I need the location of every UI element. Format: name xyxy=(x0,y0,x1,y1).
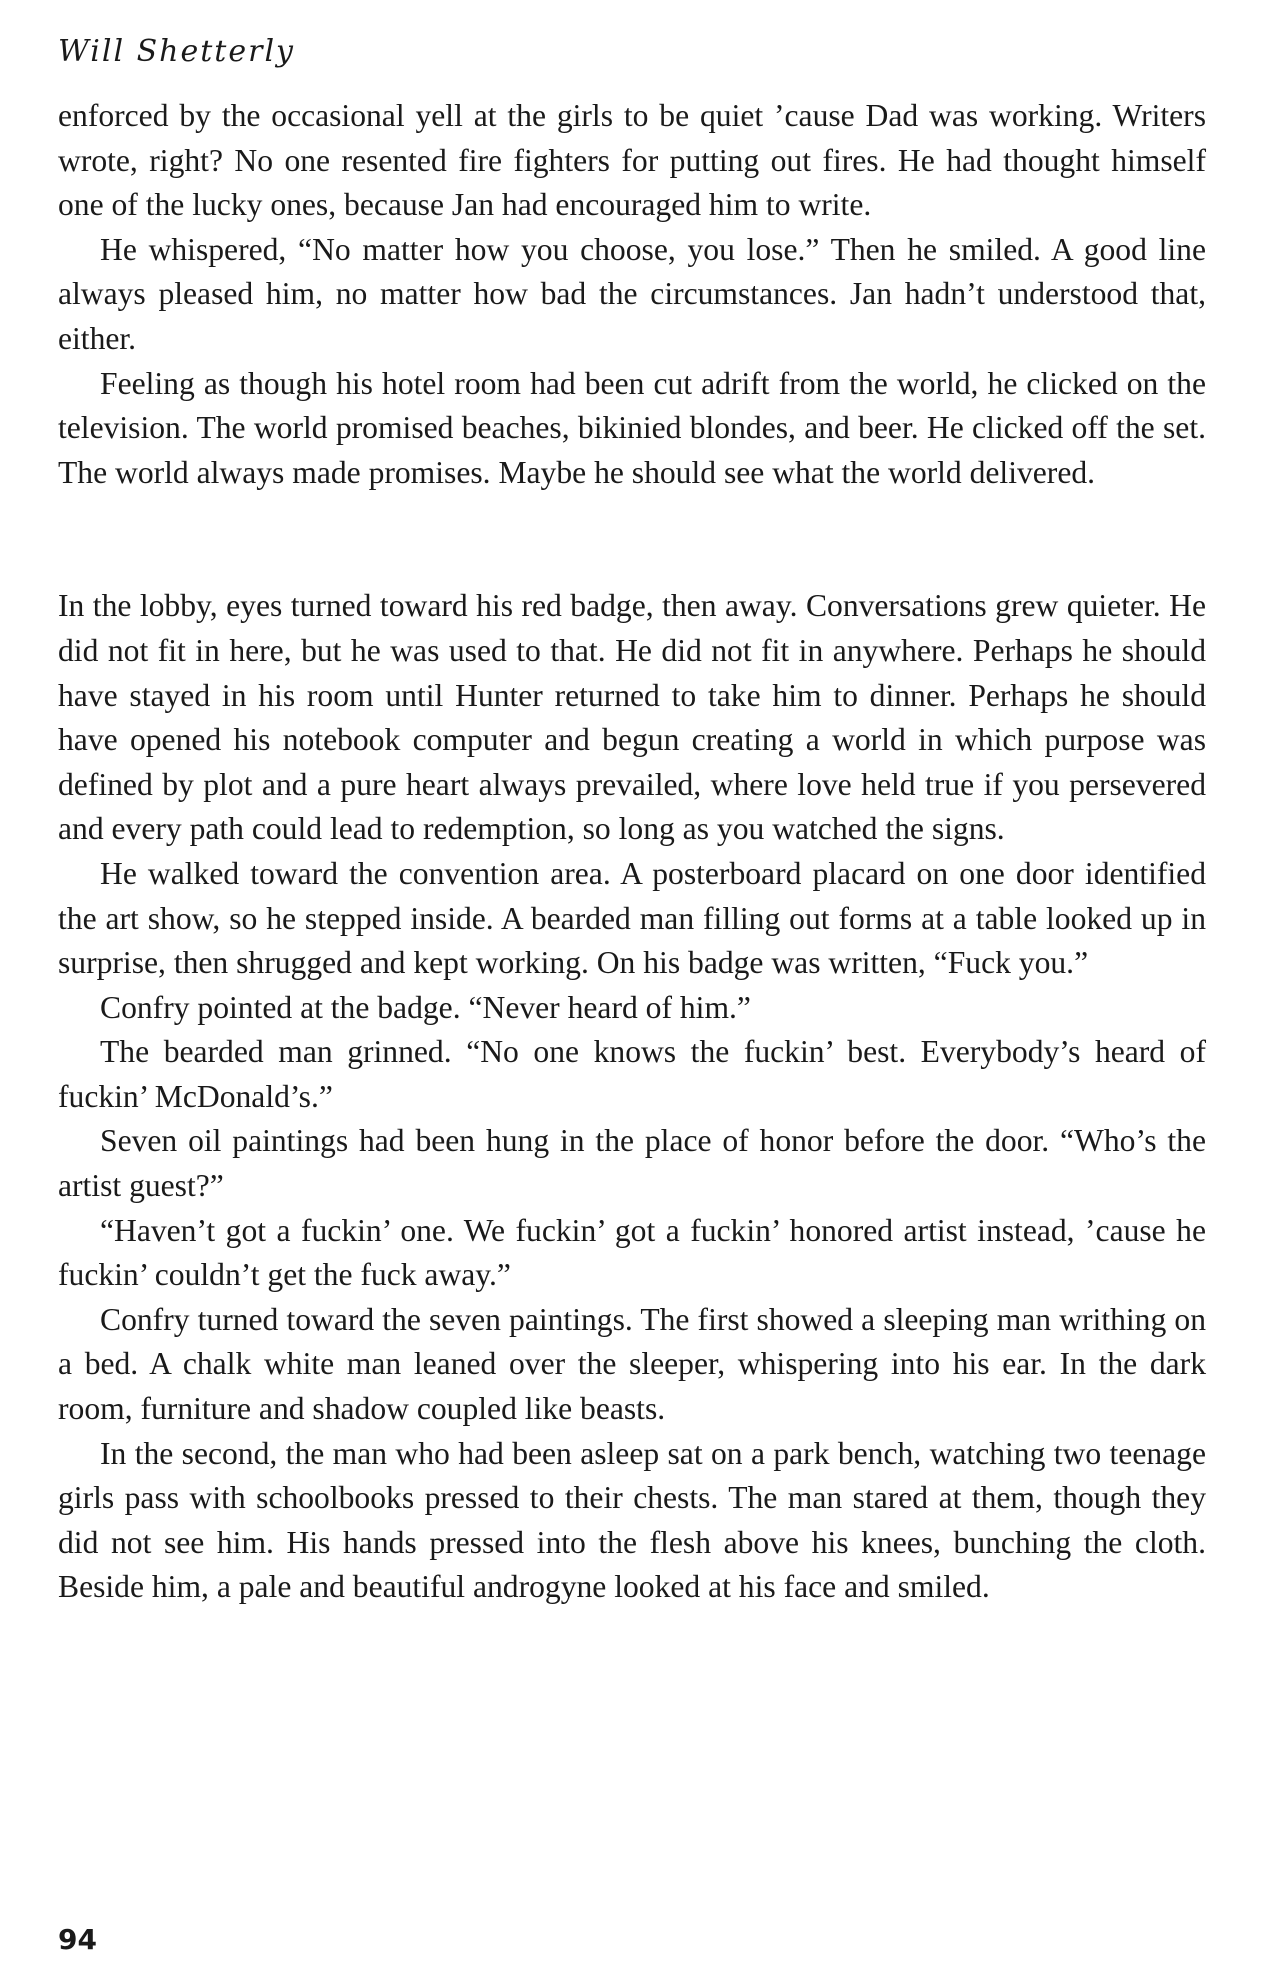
paragraph: enforced by the occasional yell at the girls to be quiet ’cause Dad was working. Writers wrote, right? No one resented fire fighters for putting out fires. He had thought himself one of the lucky ones, because Jan had encouraged him to write. xyxy=(58,98,1206,223)
paragraph: The bearded man grinned. “No one knows the fuckin’ best. Everybody’s heard of fuckin’ McDonald’s.” xyxy=(58,1034,1206,1114)
paragraph: Confry turned toward the seven paintings. The first showed a sleeping man writhing on a bed. A chalk white man leaned over the sleeper, whispering into his ear. In the dark room, furniture and shadow coupled like beasts. xyxy=(58,1301,1206,1427)
paragraph: In the lobby, eyes turned toward his red badge, then away. Conversations grew quieter. He did not fit in here, but he was used to that. He did not fit in anywhere. Perhaps he should have stayed in his room until Hunter returned to take him to dinner. Perhaps he should have opened his notebook computer and begun creating a world in which purpose was defined by plot and a pure heart always prevailed, where love held true if you persevered and every path could lead to redemption, so long as you watched the signs. xyxy=(58,588,1206,847)
running-head: Will Shetterly xyxy=(58,34,296,69)
page-number: 94 xyxy=(58,1923,97,1956)
body-text xyxy=(58,94,1206,1610)
section-break xyxy=(58,495,1206,584)
paragraph: “Haven’t got a fuckin’ one. We fuckin’ got a fuckin’ honored artist instead, ’cause he fuckin’ couldn’t get the fuck away.” xyxy=(58,1212,1206,1293)
book-page xyxy=(58,30,1206,1610)
paragraph: Seven oil paintings had been hung in the place of honor before the door. “Who’s the artist guest?” xyxy=(58,1123,1206,1204)
paragraph: He walked toward the convention area. A posterboard placard on one door identified the art show, so he stepped inside. A bearded man filling out forms at a table looked up in surprise, then shrugged and kept working. On his badge was written, “Fuck you.” xyxy=(58,855,1206,981)
paragraph: In the second, the man who had been asleep sat on a park bench, watching two teenage girls pass with schoolbooks pressed to their chests. The man stared at them, though they did not see him. His hands pressed into the flesh above his knees, bunching the cloth. Beside him, a pale and beautiful androgyne looked at his face and smiled. xyxy=(58,1435,1206,1605)
paragraph: Confry pointed at the badge. “Never heard of him.” xyxy=(100,989,751,1025)
paragraph: Feeling as though his hotel room had been cut adrift from the world, he clicked on the television. The world promised beaches, bikinied blondes, and beer. He clicked off the set. The world always made promises. Maybe he should see what the world delivered. xyxy=(58,365,1206,490)
paragraph: He whispered, “No matter how you choose, you lose.” Then he smiled. A good line always pleased him, no matter how bad the circumstances. Jan hadn’t understood that, either. xyxy=(58,231,1206,356)
